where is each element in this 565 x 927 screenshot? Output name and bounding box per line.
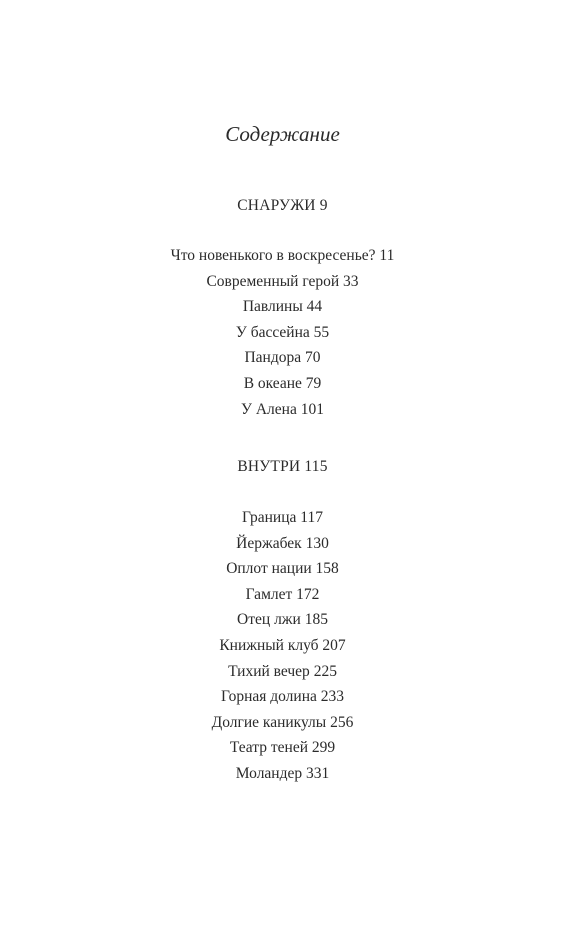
entry-title: Театр теней xyxy=(229,739,308,757)
entry-title: Пандора xyxy=(244,349,302,367)
entry-page-number: 207 xyxy=(322,636,346,654)
entry-page-number: 331 xyxy=(306,764,330,782)
toc-entry xyxy=(0,296,565,322)
toc-entry xyxy=(0,245,565,271)
entry-page-number: 11 xyxy=(379,247,395,264)
toc-entry xyxy=(0,686,565,712)
entry-page-number: 299 xyxy=(311,739,336,757)
entry-title: Йержабек xyxy=(236,534,302,552)
entry-page-number: 79 xyxy=(305,374,322,392)
entry-title: Павлины xyxy=(242,298,303,316)
entry-title: Тихий вечер xyxy=(228,662,310,680)
toc-entry xyxy=(0,737,565,763)
entry-page-number: 55 xyxy=(313,323,330,341)
toc-entry xyxy=(0,584,565,610)
page-title: Содержание xyxy=(225,122,340,146)
toc-entry xyxy=(0,763,565,789)
entry-title: У бассейна xyxy=(235,323,310,341)
entry-title: Гамлет xyxy=(245,585,293,603)
entry-page-number: 185 xyxy=(304,611,328,629)
toc-entry xyxy=(0,399,565,425)
entry-page-number: 33 xyxy=(343,272,359,290)
toc-entry xyxy=(0,322,565,348)
entry-page-number: 117 xyxy=(300,509,323,526)
section-heading-inside xyxy=(0,457,565,477)
toc-entry xyxy=(0,507,565,533)
entry-page-number: 172 xyxy=(296,585,320,603)
toc-entry xyxy=(0,271,565,297)
entry-title: Современный герой xyxy=(206,272,340,290)
entry-title: Горная долина xyxy=(220,688,317,706)
toc-entry xyxy=(0,533,565,559)
toc-entry xyxy=(0,712,565,738)
entry-page-number: 256 xyxy=(330,713,354,731)
toc-list-inside xyxy=(0,507,565,789)
entry-page-number: 70 xyxy=(305,349,321,367)
toc-entry xyxy=(0,661,565,687)
entry-title: Отец лжи xyxy=(237,611,301,629)
section-heading-outside xyxy=(0,196,565,216)
entry-title: Долгие каникулы xyxy=(211,713,327,731)
entry-page-number: 130 xyxy=(305,534,329,552)
entry-page-number: 233 xyxy=(320,688,345,706)
entry-page-number: 44 xyxy=(306,298,323,316)
entry-title: Граница xyxy=(242,509,297,526)
entry-page-number: 225 xyxy=(313,662,337,680)
section-label: ВНУТРИ xyxy=(237,458,301,475)
entry-title: Что новенького в воскресенье? xyxy=(170,247,376,264)
toc-entry xyxy=(0,609,565,635)
entry-title: В океане xyxy=(243,374,302,392)
entry-title: Оплот нации xyxy=(226,560,312,578)
entry-page-number: 101 xyxy=(300,400,324,418)
toc-entry xyxy=(0,373,565,399)
section-label: СНАРУЖИ xyxy=(237,197,316,214)
toc-entry xyxy=(0,558,565,584)
toc-list-outside xyxy=(0,245,565,424)
toc-entry xyxy=(0,347,565,373)
entry-page-number: 158 xyxy=(315,560,339,578)
entry-title: Книжный клуб xyxy=(219,636,319,654)
entry-title: У Алена xyxy=(241,400,297,418)
toc-entry xyxy=(0,635,565,661)
section-page-number: 115 xyxy=(304,458,328,475)
entry-title: Моландер xyxy=(235,764,303,782)
section-page-number: 9 xyxy=(319,197,328,214)
